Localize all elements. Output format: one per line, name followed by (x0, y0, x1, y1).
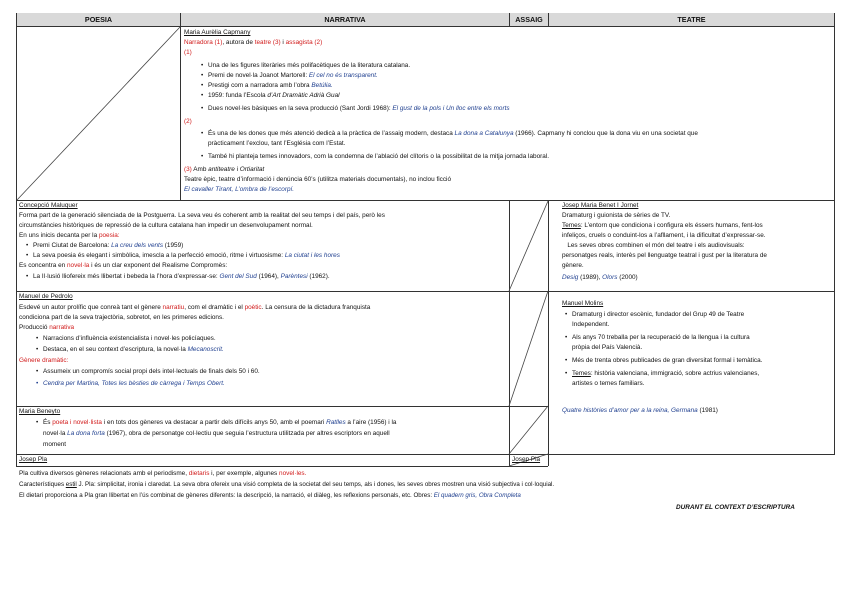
header-assaig: ASSAIG (510, 13, 548, 26)
capmany-theatre-desc: Teatre èpic, teatre d’informació i denúncia 60’s (utilitza materials documentals), no inclou ficció (184, 176, 451, 183)
pedrolo-line-1: Esdevé un autor prolífic que conreà tant el gènere narratiu, com el dramàtic i el poètic. La censura de la dictadura franquista (19, 304, 371, 311)
maluquer-line-3: En uns inicis decanta per la poesia: (19, 232, 120, 239)
maluquer-line-1: Forma part de la generació silenciada de la Postguerra. La seva veu és coherent amb la realitat del seu temps i del país, però les (19, 212, 385, 219)
pla-line-2: Característiques estil J. Pla: simplicitat, ironia i claredat. La seva obra ofereix una visió completa de la societat del seu temps, als i dones, les seves obres mostren una visió subjectiva i col·loquial. (19, 481, 555, 488)
maluquer-line-4: Es concentra en novel·la i és un clar exponent del Realisme Compromès: (19, 262, 228, 269)
benet-line-6: gènere. (562, 262, 584, 269)
pla-name-assaig: Josep Pla (512, 456, 541, 463)
molins-bullet-4-cont: artistes o temes familiars. (572, 380, 645, 387)
beneyto-bullet-1-end: moment (43, 441, 67, 448)
molins-bullet-4: • Temes: història valenciana, immigració, sobre actrius valencianes, (572, 369, 759, 379)
molins-bullet-3: • Més de trenta obres publicades de gran diversitat formal i temàtica. (572, 356, 762, 366)
maluquer-bullet-3: • La Il·lusió lliofereix més llibertat i bebeda la l’hora d’expressar-se: Gent del Sud (1964), Parèntesi (1962). (33, 272, 330, 282)
pla-line-3: El dietari proporciona a Pla gran llibertat en l’ús combinat de gèneres diferents: la descripció, la narració, el diàleg, les reflexions personals, etc. Obres: El quadern gris, Obra Completa (19, 492, 521, 499)
header-narrativa: NARRATIVA (181, 13, 509, 26)
capmany-bullet-3: • Prestigi com a narradora amb l’obra Betúlia. (208, 81, 333, 91)
benet-line-4: Les seves obres combinen el món del teatre i els audiovisuals: (562, 242, 745, 249)
capmany-theatre-works: El cavaller Tirant, L’ombra de l’escorpí. (184, 186, 295, 193)
molins-bullet-2: • Als anys 70 treballa per la recuperació de la llengua i la cultura (572, 333, 750, 343)
capmany-bullet-1: • Una de les figures literàries més polifacètiques de la literatura catalana. (208, 61, 410, 71)
maluquer-line-2: circumstàncies històriques de repressió de la cultura catalana han impedir un desenvolupament normal. (19, 222, 313, 229)
pedrolo-bullet-2: • Destaca, en el seu context d’escriptura, la novel·la Mecanoscrit. (43, 345, 224, 355)
molins-bullet-2-cont: pròpia del País Valencià. (572, 344, 643, 351)
pedrolo-bullet-1: • Narracions d’influència existencialista i novel·les policíaques. (43, 334, 216, 344)
pedrolo-line-3: Producció narrativa (19, 324, 75, 331)
capmany-bullet-6: • És una de les dones que més atenció dedicà a la pràctica de l’assaig modern, destaca La dona a Catalunya (1966). Capmany hi conclou que la dona viu en una societat que (208, 129, 698, 139)
beneyto-bullet-1: • És poeta i novel·lista i en tots dos gèneres va destacar a partir dels difícils anys 50, amb el poemari Ratlles a l’aire (1956) i la (43, 418, 396, 428)
footer-label: DURANT EL CONTEXT D’ESCRIPTURA (676, 504, 795, 511)
pla-line-1: Pla cultiva diversos gèneres relacionats amb el periodisme, dietaris i, per exemple, algunes novel·les. (19, 470, 307, 477)
capmany-bullet-7: • També hi planteja temes innovadors, com la condemna de l’ablació del clítoris o la possibilitat de la mitja jornada laboral. (208, 152, 549, 162)
maluquer-bullet-1: • Premi Ciutat de Barcelona: La creu dels vents (1959) (33, 241, 183, 251)
molins-works: Quatre històries d’amor per a la reina, Germana (1981) (562, 407, 718, 414)
capmany-section-2: (2) (184, 118, 192, 125)
beneyto-name: Maria Beneyto (19, 408, 61, 415)
benet-name: Josep Maria Benet I Jornet (562, 202, 639, 209)
benet-line-5: personatges reals, interès pel llenguatge teatral i gust per la literatura de (562, 252, 767, 259)
molins-name: Manuel Molins (562, 300, 604, 307)
capmany-section-3: (3) Amb antiteatre i Ortiaritat (184, 166, 265, 173)
benet-line-2: Temes: L’entorn que condiciona i configura els éssers humans, fent-los (562, 222, 763, 229)
benet-line-1: Dramaturg i guionista de sèries de TV. (562, 212, 671, 219)
capmany-bullet-5: • Dues novel·les bàsiques en la seva producció (Sant Jordi 1968): El gust de la pols i Un lloc entre els morts (208, 104, 510, 114)
pedrolo-name: Manuel de Pedrolo (19, 293, 73, 300)
pedrolo-line-4: Gènere dramàtic: (19, 357, 69, 364)
header-teatre: TEATRE (549, 13, 834, 26)
pedrolo-line-2: condiciona part de la seva trajectòria, sobretot, en les primeres edicions. (19, 314, 224, 321)
molins-bullet-1-cont: Independent. (572, 321, 610, 328)
capmany-bullet-6-cont: pràcticament l’exclou, tant l’Església com l’Estat. (208, 140, 346, 147)
maluquer-bullet-2: • La seva poesia és elegant i simbòlica, imescla a la perfecció emoció, ritme i virtuosisme: La ciutat i les hores (33, 251, 340, 261)
header-poesia: POESIA (17, 13, 180, 26)
pedrolo-bullet-4: • Cendra per Martina, Totes les bèsties de càrrega i Temps Obert. (43, 379, 225, 389)
capmany-bullet-4: • 1959: funda l’Escola d’Art Dramàtic Adrià Gual (208, 91, 340, 101)
molins-bullet-1: • Dramaturg i director escènic, fundador del Grup 49 de Teatre (572, 310, 744, 320)
capmany-intro: Narradora (1), autora de teatre (3) i assagista (2) (184, 39, 323, 46)
benet-line-3: infeliços, cruels o conduint-los a l’afllament, i la dificultat d’expressar-se. (562, 232, 766, 239)
benet-works: Desig (1989), Olors (2000) (562, 274, 638, 281)
beneyto-bullet-1-cont: novel·la La dona forta (1967), obra de personatge col·lectiu que seguia l’estructura utilitzada per altres escriptors en aquell (43, 430, 390, 437)
capmany-section-1: (1) (184, 49, 192, 56)
maluquer-name: Concepció Maluquer (19, 202, 78, 209)
pla-name: Josep Pla (19, 456, 48, 463)
capmany-bullet-2: • Premi de novel·la Joanot Martorell: El cel no és transparent. (208, 71, 378, 81)
pedrolo-bullet-3: • Assumeix un compromís social propi dels intel·lectuals de finals dels 50 i 60. (43, 367, 260, 377)
capmany-name: Maria Aurèlia Capmany (184, 29, 251, 36)
